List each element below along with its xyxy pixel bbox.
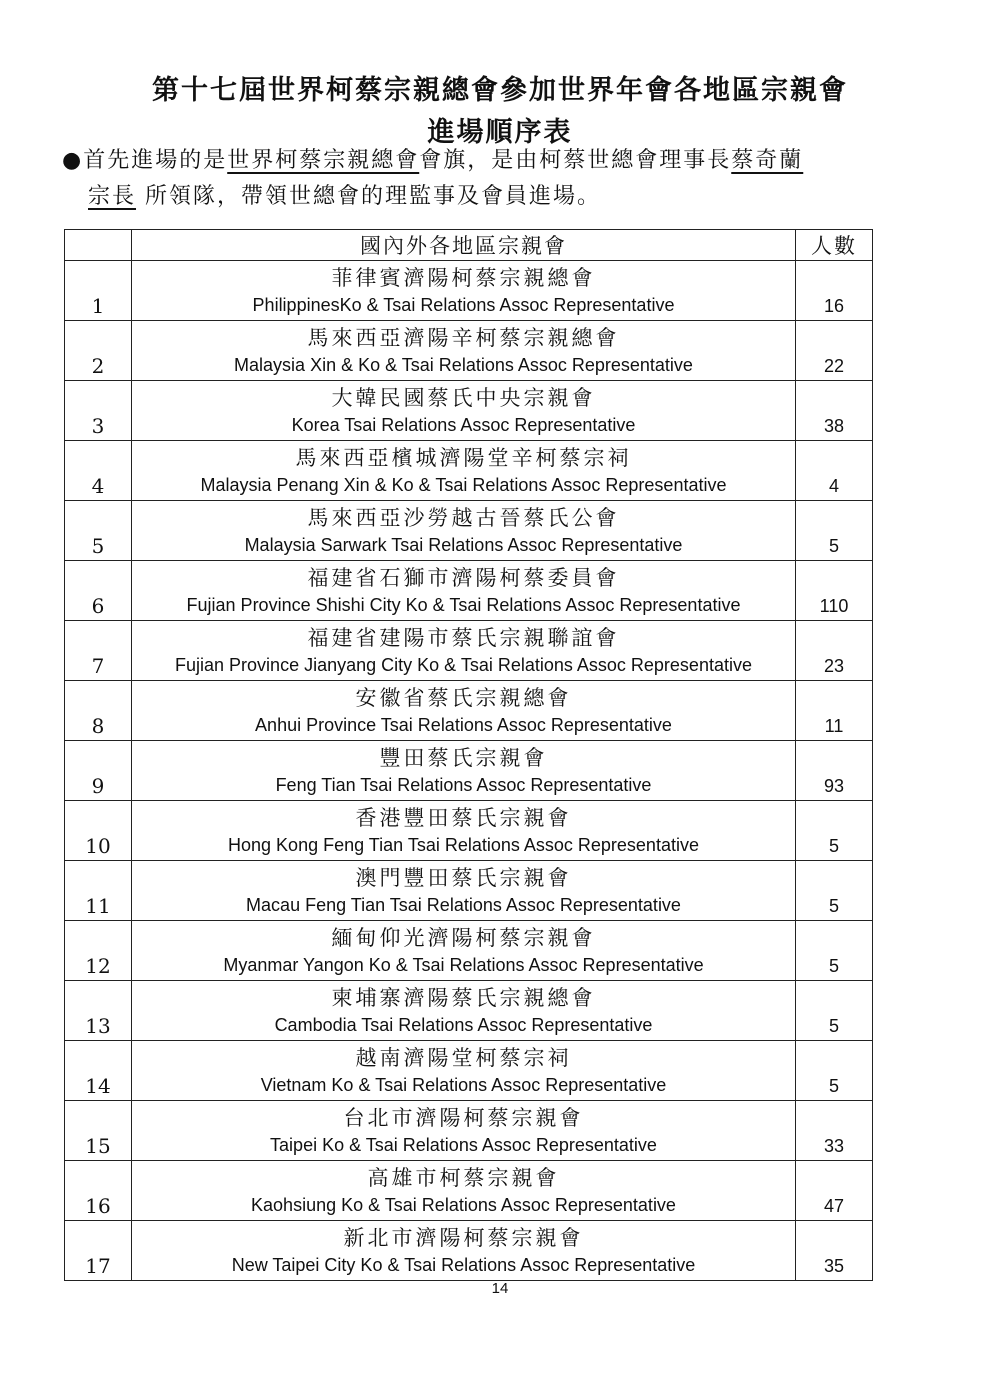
- table-row: [65, 921, 873, 981]
- region-cell: [132, 321, 796, 381]
- region-name-english: Hong Kong Feng Tian Tsai Relations Assoc Representative: [228, 834, 699, 855]
- region-cell: [132, 261, 796, 321]
- intro-text-2: 會旗，是由柯蔡世總會理事長: [419, 148, 732, 173]
- region-name-chinese: 香港豐田蔡氏宗親會: [355, 805, 572, 830]
- region-name-chinese: 越南濟陽堂柯蔡宗祠: [355, 1045, 572, 1070]
- document-subtitle: 進場順序表: [427, 117, 573, 148]
- region-cell: [132, 561, 796, 621]
- table-row: [65, 1101, 873, 1161]
- row-number: 8: [65, 681, 132, 741]
- region-name-english: Feng Tian Tsai Relations Assoc Representative: [275, 774, 652, 795]
- region-name-english: Anhui Province Tsai Relations Assoc Representative: [255, 714, 672, 735]
- header-count: 人數: [796, 230, 873, 261]
- attendee-count: 35: [796, 1221, 873, 1281]
- table-row: [65, 501, 873, 561]
- region-name-english: PhilippinesKo & Tsai Relations Assoc Representative: [252, 294, 675, 315]
- region-cell: [132, 441, 796, 501]
- region-name-english: Cambodia Tsai Relations Assoc Representative: [274, 1014, 653, 1035]
- region-cell: [132, 681, 796, 741]
- region-name-english: Kaohsiung Ko & Tsai Relations Assoc Representative: [251, 1194, 676, 1215]
- region-name-english: Malaysia Xin & Ko & Tsai Relations Assoc Representative: [234, 354, 693, 375]
- intro-leader-title: 宗長: [88, 184, 137, 209]
- region-cell: [132, 861, 796, 921]
- bullet-icon: ●: [62, 148, 84, 173]
- region-name-english: Myanmar Yangon Ko & Tsai Relations Assoc Representative: [223, 954, 704, 975]
- region-name-chinese: 高雄市柯蔡宗親會: [367, 1165, 560, 1190]
- region-cell: [132, 621, 796, 681]
- region-name-chinese: 福建省石獅市濟陽柯蔡委員會: [307, 565, 620, 590]
- table-row: [65, 741, 873, 801]
- region-cell: [132, 981, 796, 1041]
- region-name-english: New Taipei City Ko & Tsai Relations Assoc Representative: [231, 1254, 696, 1275]
- table-header-row: [65, 230, 873, 261]
- attendee-count: 5: [796, 801, 873, 861]
- table-row: [65, 261, 873, 321]
- region-cell: [132, 801, 796, 861]
- attendee-count: 5: [796, 921, 873, 981]
- row-number: 16: [65, 1161, 132, 1221]
- table-body: [65, 261, 873, 1281]
- row-number: 15: [65, 1101, 132, 1161]
- region-name-english: Taipei Ko & Tsai Relations Assoc Representative: [270, 1134, 657, 1155]
- table-row: [65, 801, 873, 861]
- table-row: [65, 681, 873, 741]
- region-name-english: Fujian Province Shishi City Ko & Tsai Relations Assoc Representative: [186, 594, 741, 615]
- table-row: [65, 1161, 873, 1221]
- region-name-english: Fujian Province Jianyang City Ko & Tsai Relations Assoc Representative: [175, 654, 752, 675]
- table-row: [65, 1041, 873, 1101]
- region-name-chinese: 緬甸仰光濟陽柯蔡宗親會: [331, 925, 596, 950]
- table-row: [65, 381, 873, 441]
- attendee-count: 4: [796, 441, 873, 501]
- row-number: 7: [65, 621, 132, 681]
- region-name-chinese: 福建省建陽市蔡氏宗親聯誼會: [307, 625, 620, 650]
- region-cell: [132, 741, 796, 801]
- region-name-chinese: 安徽省蔡氏宗親總會: [355, 685, 572, 710]
- document-title: 第十七屆世界柯蔡宗親總會參加世界年會各地區宗親會: [152, 75, 848, 106]
- region-cell: [132, 921, 796, 981]
- region-cell: [132, 1101, 796, 1161]
- table-row: [65, 861, 873, 921]
- intro-paragraph-line2: [88, 179, 888, 215]
- attendee-count: 110: [796, 561, 873, 621]
- attendee-count: 5: [796, 501, 873, 561]
- attendee-count: 5: [796, 861, 873, 921]
- attendee-count: 22: [796, 321, 873, 381]
- attendee-count: 47: [796, 1161, 873, 1221]
- row-number: 2: [65, 321, 132, 381]
- intro-org-name: 世界柯蔡宗親總會: [227, 148, 420, 173]
- region-name-chinese: 柬埔寨濟陽蔡氏宗親總會: [331, 985, 596, 1010]
- header-region: 國內外各地區宗親會: [132, 230, 796, 261]
- region-name-chinese: 馬來西亞檳城濟陽堂辛柯蔡宗祠: [295, 445, 632, 470]
- region-name-chinese: 馬來西亞濟陽辛柯蔡宗親總會: [307, 325, 620, 350]
- attendee-count: 38: [796, 381, 873, 441]
- row-number: 1: [65, 261, 132, 321]
- region-cell: [132, 1041, 796, 1101]
- table-row: [65, 1221, 873, 1281]
- region-cell: [132, 501, 796, 561]
- region-name-english: Korea Tsai Relations Assoc Representative: [291, 414, 636, 435]
- attendee-count: 5: [796, 1041, 873, 1101]
- table-row: [65, 321, 873, 381]
- attendee-count: 5: [796, 981, 873, 1041]
- region-name-english: Vietnam Ko & Tsai Relations Assoc Representative: [260, 1074, 667, 1095]
- table-row: [65, 561, 873, 621]
- region-name-chinese: 菲律賓濟陽柯蔡宗親總會: [331, 265, 596, 290]
- region-cell: [132, 1221, 796, 1281]
- table-row: [65, 981, 873, 1041]
- intro-paragraph-line1: [62, 143, 862, 179]
- intro-text-1: 首先進場的是: [83, 148, 228, 173]
- region-name-english: Macau Feng Tian Tsai Relations Assoc Representative: [246, 894, 681, 915]
- entry-order-table: [64, 229, 873, 1281]
- row-number: 9: [65, 741, 132, 801]
- header-number-cell: [65, 230, 132, 261]
- page-number: 14: [491, 1280, 509, 1297]
- row-number: 13: [65, 981, 132, 1041]
- intro-leader-name: 蔡奇蘭: [731, 148, 804, 173]
- row-number: 10: [65, 801, 132, 861]
- region-name-chinese: 馬來西亞沙勞越古晉蔡氏公會: [307, 505, 620, 530]
- table-row: [65, 621, 873, 681]
- region-cell: [132, 381, 796, 441]
- row-number: 4: [65, 441, 132, 501]
- row-number: 6: [65, 561, 132, 621]
- region-name-english: Malaysia Penang Xin & Ko & Tsai Relations Assoc Representative: [200, 474, 727, 495]
- attendee-count: 93: [796, 741, 873, 801]
- region-name-chinese: 台北市濟陽柯蔡宗親會: [343, 1105, 584, 1130]
- row-number: 11: [65, 861, 132, 921]
- attendee-count: 16: [796, 261, 873, 321]
- region-name-chinese: 大韓民國蔡氏中央宗親會: [331, 385, 596, 410]
- row-number: 17: [65, 1221, 132, 1281]
- row-number: 12: [65, 921, 132, 981]
- intro-text-3: 所領隊，帶領世總會的理監事及會員進場。: [136, 184, 602, 209]
- region-cell: [132, 1161, 796, 1221]
- attendee-count: 11: [796, 681, 873, 741]
- table-row: [65, 441, 873, 501]
- row-number: 3: [65, 381, 132, 441]
- region-name-chinese: 澳門豐田蔡氏宗親會: [355, 865, 572, 890]
- region-name-chinese: 豐田蔡氏宗親會: [379, 745, 548, 770]
- attendee-count: 23: [796, 621, 873, 681]
- attendee-count: 33: [796, 1101, 873, 1161]
- row-number: 5: [65, 501, 132, 561]
- row-number: 14: [65, 1041, 132, 1101]
- region-name-chinese: 新北市濟陽柯蔡宗親會: [343, 1225, 584, 1250]
- region-name-english: Malaysia Sarwark Tsai Relations Assoc Representative: [244, 534, 683, 555]
